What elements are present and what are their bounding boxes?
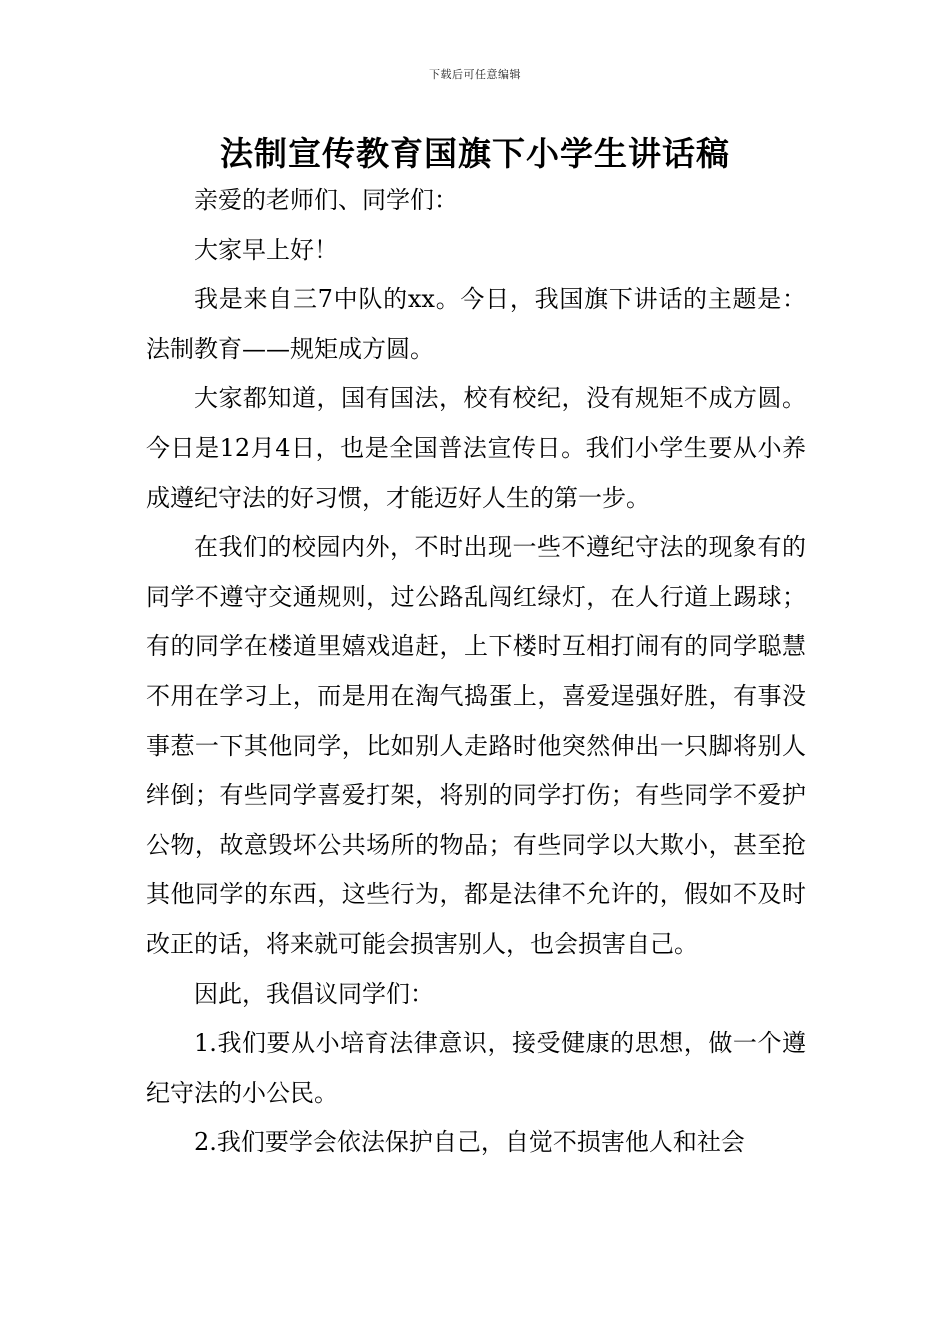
paragraph-intro: 我是来自三7中队的xx。今日，我国旗下讲话的主题是：法制教育——规矩成方圆。 [146, 285, 806, 363]
paragraph-rules: 大家都知道，国有国法，校有校纪，没有规矩不成方圆。今日是12月4日，也是全国普法宣传日。我们小学生要从小养成遵纪守法的好习惯，才能迈好人生的第一步。 [146, 384, 806, 512]
paragraph-point-1: 1.我们要从小培育法律意识，接受健康的思想，做一个遵纪守法的小公民。 [146, 1029, 806, 1107]
paragraph-good-morning: 大家早上好！ [194, 235, 338, 264]
paragraph-phenomena: 在我们的校园内外，不时出现一些不遵纪守法的现象有的同学不遵守交通规则，过公路乱闯红绿灯，在人行道上踢球；有的同学在楼道里嬉戏追赶，上下楼时互相打闹有的同学聪慧不用在学习上，而是用在淘气捣蛋上，喜爱逞强好胜，有事没事惹一下其他同学，比如别人走路时他突然伸出一只脚将别人绊倒；有些同学喜爱打架，将别的同学打伤；有些同学不爱护公物，故意毁坏公共场所的物品；有些同学以大欺小，甚至抢其他同学的东西，这些行为，都是法律不允许的，假如不及时改正的话，将来就可能会损害别人，也会损害自己。 [146, 533, 806, 958]
document-body [146, 176, 806, 1168]
paragraph-greeting: 亲爱的老师们、同学们： [194, 186, 458, 214]
header-note: 下载后可任意编辑 [429, 68, 521, 81]
paragraph-proposal: 因此，我倡议同学们： [194, 979, 434, 1008]
paragraph-point-2: 2.我们要学会依法保护自己，自觉不损害他人和社会 [194, 1128, 745, 1157]
document-title: 法制宣传教育国旗下小学生讲话稿 [220, 134, 730, 173]
